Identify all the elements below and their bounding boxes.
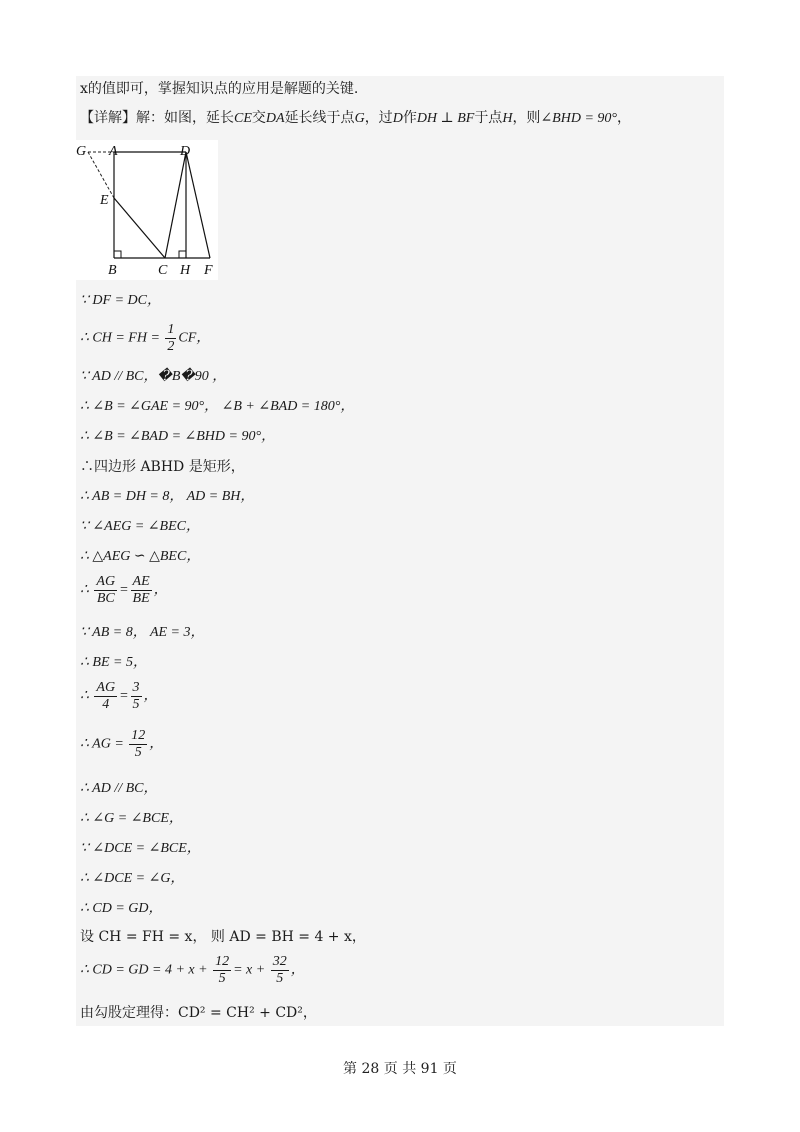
label-F: F [204, 263, 213, 278]
step-2: ∴ CH = FH = $\frac{1}{2}$ CF， [80, 322, 211, 354]
step-18: ∴ ∠DCE = ∠G， [80, 871, 185, 886]
step-10: ∴ $\frac{AG}{BC}$ = $\frac{AE}{BE}$ ， [80, 574, 168, 606]
label-B: B [108, 263, 117, 278]
geometry-figure-detail [76, 140, 218, 280]
step-21: ∴ CD = GD = 4 + x + $\frac{12}{5}$ = x + $\frac{32}{5}$ ， [80, 954, 305, 986]
step-6: ∴四边形 ABHD 是矩形， [80, 459, 245, 475]
solution-content [76, 76, 724, 1026]
step-1: ∵ DF = DC， [80, 293, 161, 308]
step-11: ∵ AB = 8， AE = 3， [80, 625, 205, 640]
step-7: ∴ AB = DH = 8， AD = BH， [80, 489, 255, 504]
label-D: D [180, 144, 191, 159]
step-3: ∵ AD // BC，�B�90 ， [80, 369, 227, 384]
page-number: 第 28 页 共 91 页 [343, 1061, 457, 1077]
step-14: ∴ AG = $\frac{12}{5}$ ， [80, 728, 164, 760]
step-8: ∵ ∠AEG = ∠BEC， [80, 519, 200, 534]
step-17: ∵ ∠DCE = ∠BCE， [80, 841, 201, 856]
step-15: ∴ AD // BC， [80, 781, 158, 796]
label-C: C [158, 263, 168, 278]
step-22: 由勾股定理得：CD² = CH² + CD²， [80, 1005, 317, 1021]
detail-line: 【详解】解：如图，延长CE交DA延长线于点G，过D作DH ⊥ BF于点H，则∠BHD = 90°， [80, 110, 631, 126]
label-H: H [180, 263, 191, 278]
step-12: ∴ BE = 5， [80, 655, 147, 670]
step-19: ∴ CD = GD， [80, 901, 163, 916]
step-20: 设 CH = FH = x， 则 AD = BH = 4 + x， [80, 929, 366, 945]
step-16: ∴ ∠G = ∠BCE， [80, 811, 183, 826]
step-13: ∴ $\frac{AG}{4}$ = $\frac{3}{5}$ ， [80, 680, 158, 712]
label-A: A [109, 144, 118, 159]
step-9: ∴ △AEG ∽ △BEC， [80, 549, 201, 564]
step-5: ∴ ∠B = ∠BAD = ∠BHD = 90°， [80, 429, 276, 444]
step-4: ∴ ∠B = ∠GAE = 90°， ∠B + ∠BAD = 180°， [80, 399, 355, 414]
label-G: G [76, 144, 87, 159]
label-E: E [100, 193, 109, 208]
intro-line: x的值即可，掌握知识点的应用是解题的关键. [80, 81, 359, 97]
